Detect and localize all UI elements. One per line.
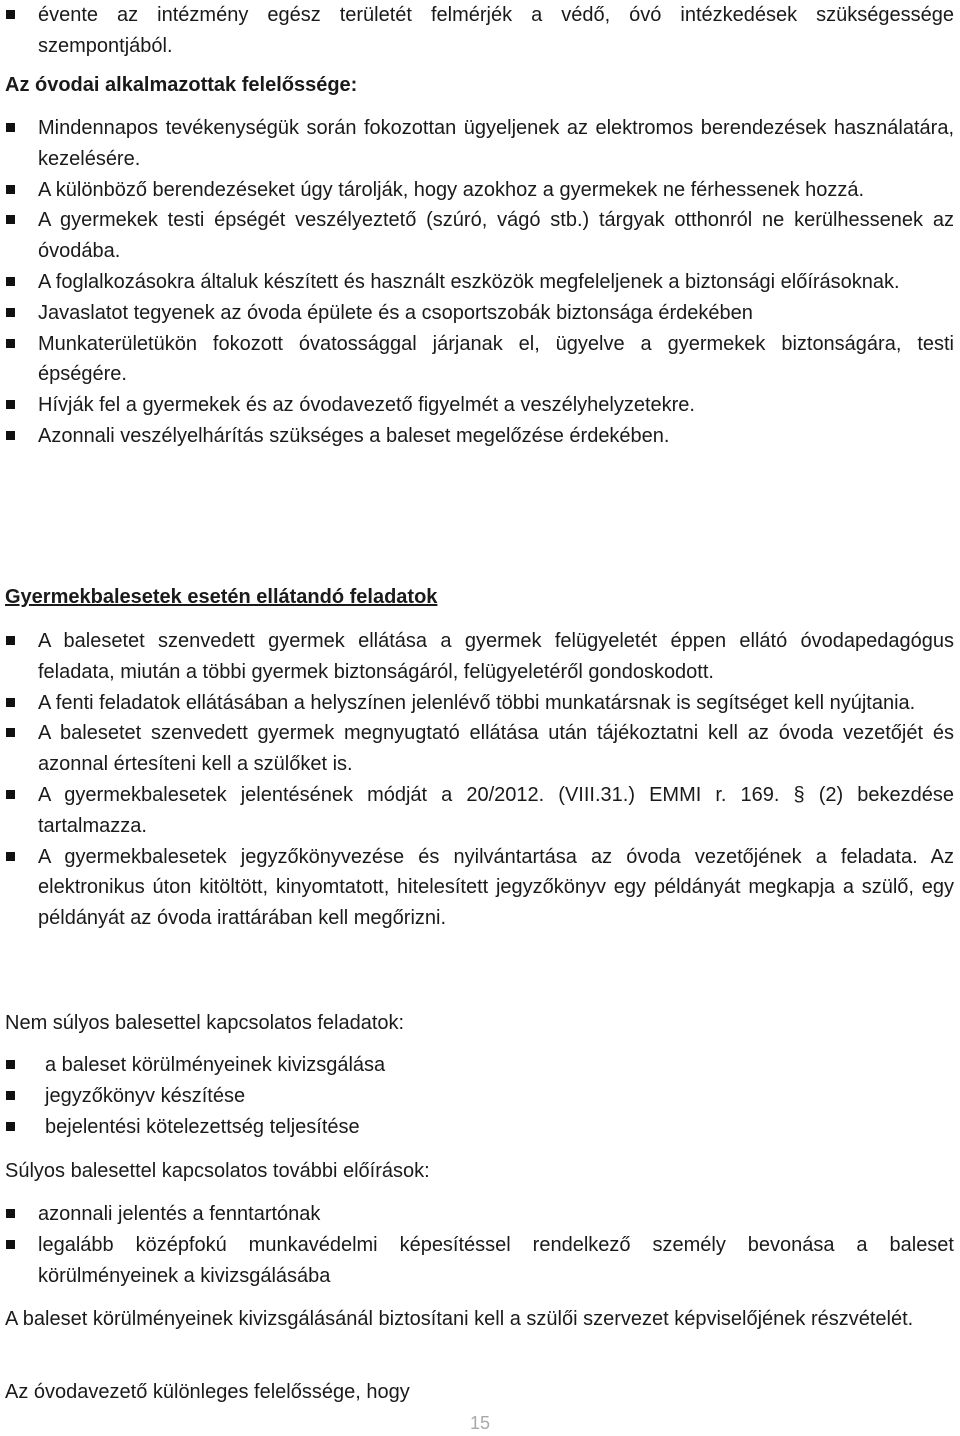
paragraph: Nem súlyos balesettel kapcsolatos feladatok:: [5, 1012, 405, 1034]
serious-list: [0, 1199, 960, 1291]
minor-list: [0, 1050, 960, 1142]
paragraph: Az óvodavezető különleges felelőssége, hogy: [5, 1381, 410, 1403]
minor-title-block: [0, 1008, 960, 1039]
intro-list: [0, 0, 960, 62]
director-note-block: [0, 1377, 960, 1408]
list-item: Azonnali veszélyelhárítás szükséges a baleset megelőzése érdekében.: [0, 421, 960, 452]
list-item: Javaslatot tegyenek az óvoda épülete és a csoportszobák biztonsága érdekében: [0, 298, 960, 329]
parents-note-block: [0, 1304, 960, 1335]
list-item: A gyermekbalesetek jegyzőkönyvezése és nyilvántartása az óvoda vezetőjének a feladata. Az elektronikus úton kitöltött, kinyomtatott, hitelesített jegyzőkönyv egy példányát megkapja a szülő, egy példányát az óvoda irattárában kell megőrizni.: [0, 842, 960, 934]
list-item: legalább középfokú munkavédelmi képesítéssel rendelkező személy bevonása a baleset körülményeinek a kivizsgálásába: [0, 1230, 960, 1292]
list-item: A gyermekbalesetek jelentésének módját a 20/2012. (VIII.31.) EMMI r. 169. § (2) bekezdése tartalmazza.: [0, 780, 960, 842]
list-item: azonnali jelentés a fenntartónak: [0, 1199, 960, 1230]
list-item: A balesetet szenvedett gyermek megnyugtató ellátása után tájékoztatni kell az óvoda vezetőjét és azonnal értesíteni kell a szülőket is.: [0, 718, 960, 780]
accidents-heading-block: [0, 582, 960, 612]
list-item: jegyzőkönyv készítése: [0, 1081, 960, 1112]
list-item: A foglalkozásokra általuk készített és használt eszközök megfeleljenek a biztonsági előírásoknak.: [0, 267, 960, 298]
serious-title-block: [0, 1156, 960, 1187]
list-item: A balesetet szenvedett gyermek ellátása a gyermek felügyeletét éppen ellátó óvodapedagógus feladata, miután a többi gyermek biztonságáról, felügyeletéről gondoskodott.: [0, 626, 960, 688]
list-item: Mindennapos tevékenységük során fokozottan ügyeljenek az elektromos berendezések használatára, kezelésére.: [0, 113, 960, 175]
paragraph: Súlyos balesettel kapcsolatos további előírások:: [5, 1160, 430, 1182]
page-number: 15: [469, 1413, 491, 1433]
list-item: Munkaterületükön fokozott óvatossággal járjanak el, ügyelve a gyermekek biztonságára, testi épségére.: [0, 329, 960, 391]
list-item: évente az intézmény egész területét felmérjék a védő, óvó intézkedések szükségessége szempontjából.: [0, 0, 960, 62]
list-item: A fenti feladatok ellátásában a helyszínen jelenlévő többi munkatársnak is segítséget kell nyújtania.: [0, 688, 960, 719]
list-item: Hívják fel a gyermekek és az óvodavezető figyelmét a veszélyhelyzetekre.: [0, 390, 960, 421]
section-heading-underlined: Gyermekbalesetek esetén ellátandó feladatok: [5, 586, 438, 608]
list-item: a baleset körülményeinek kivizsgálása: [0, 1050, 960, 1081]
list-item: A gyermekek testi épségét veszélyeztető (szúró, vágó stb.) tárgyak otthonról ne kerülhessenek az óvodába.: [0, 205, 960, 267]
staff-list: [0, 113, 960, 452]
staff-heading-block: [0, 70, 960, 100]
section-heading: Az óvodai alkalmazottak felelőssége:: [5, 74, 358, 96]
accident-list: [0, 626, 960, 934]
list-item: bejelentési kötelezettség teljesítése: [0, 1112, 960, 1143]
list-item: A különböző berendezéseket úgy tárolják, hogy azokhoz a gyermekek ne férhessenek hozzá.: [0, 175, 960, 206]
paragraph: A baleset körülményeinek kivizsgálásánál biztosítani kell a szülői szervezet képviselőjének részvételét.: [5, 1308, 914, 1330]
